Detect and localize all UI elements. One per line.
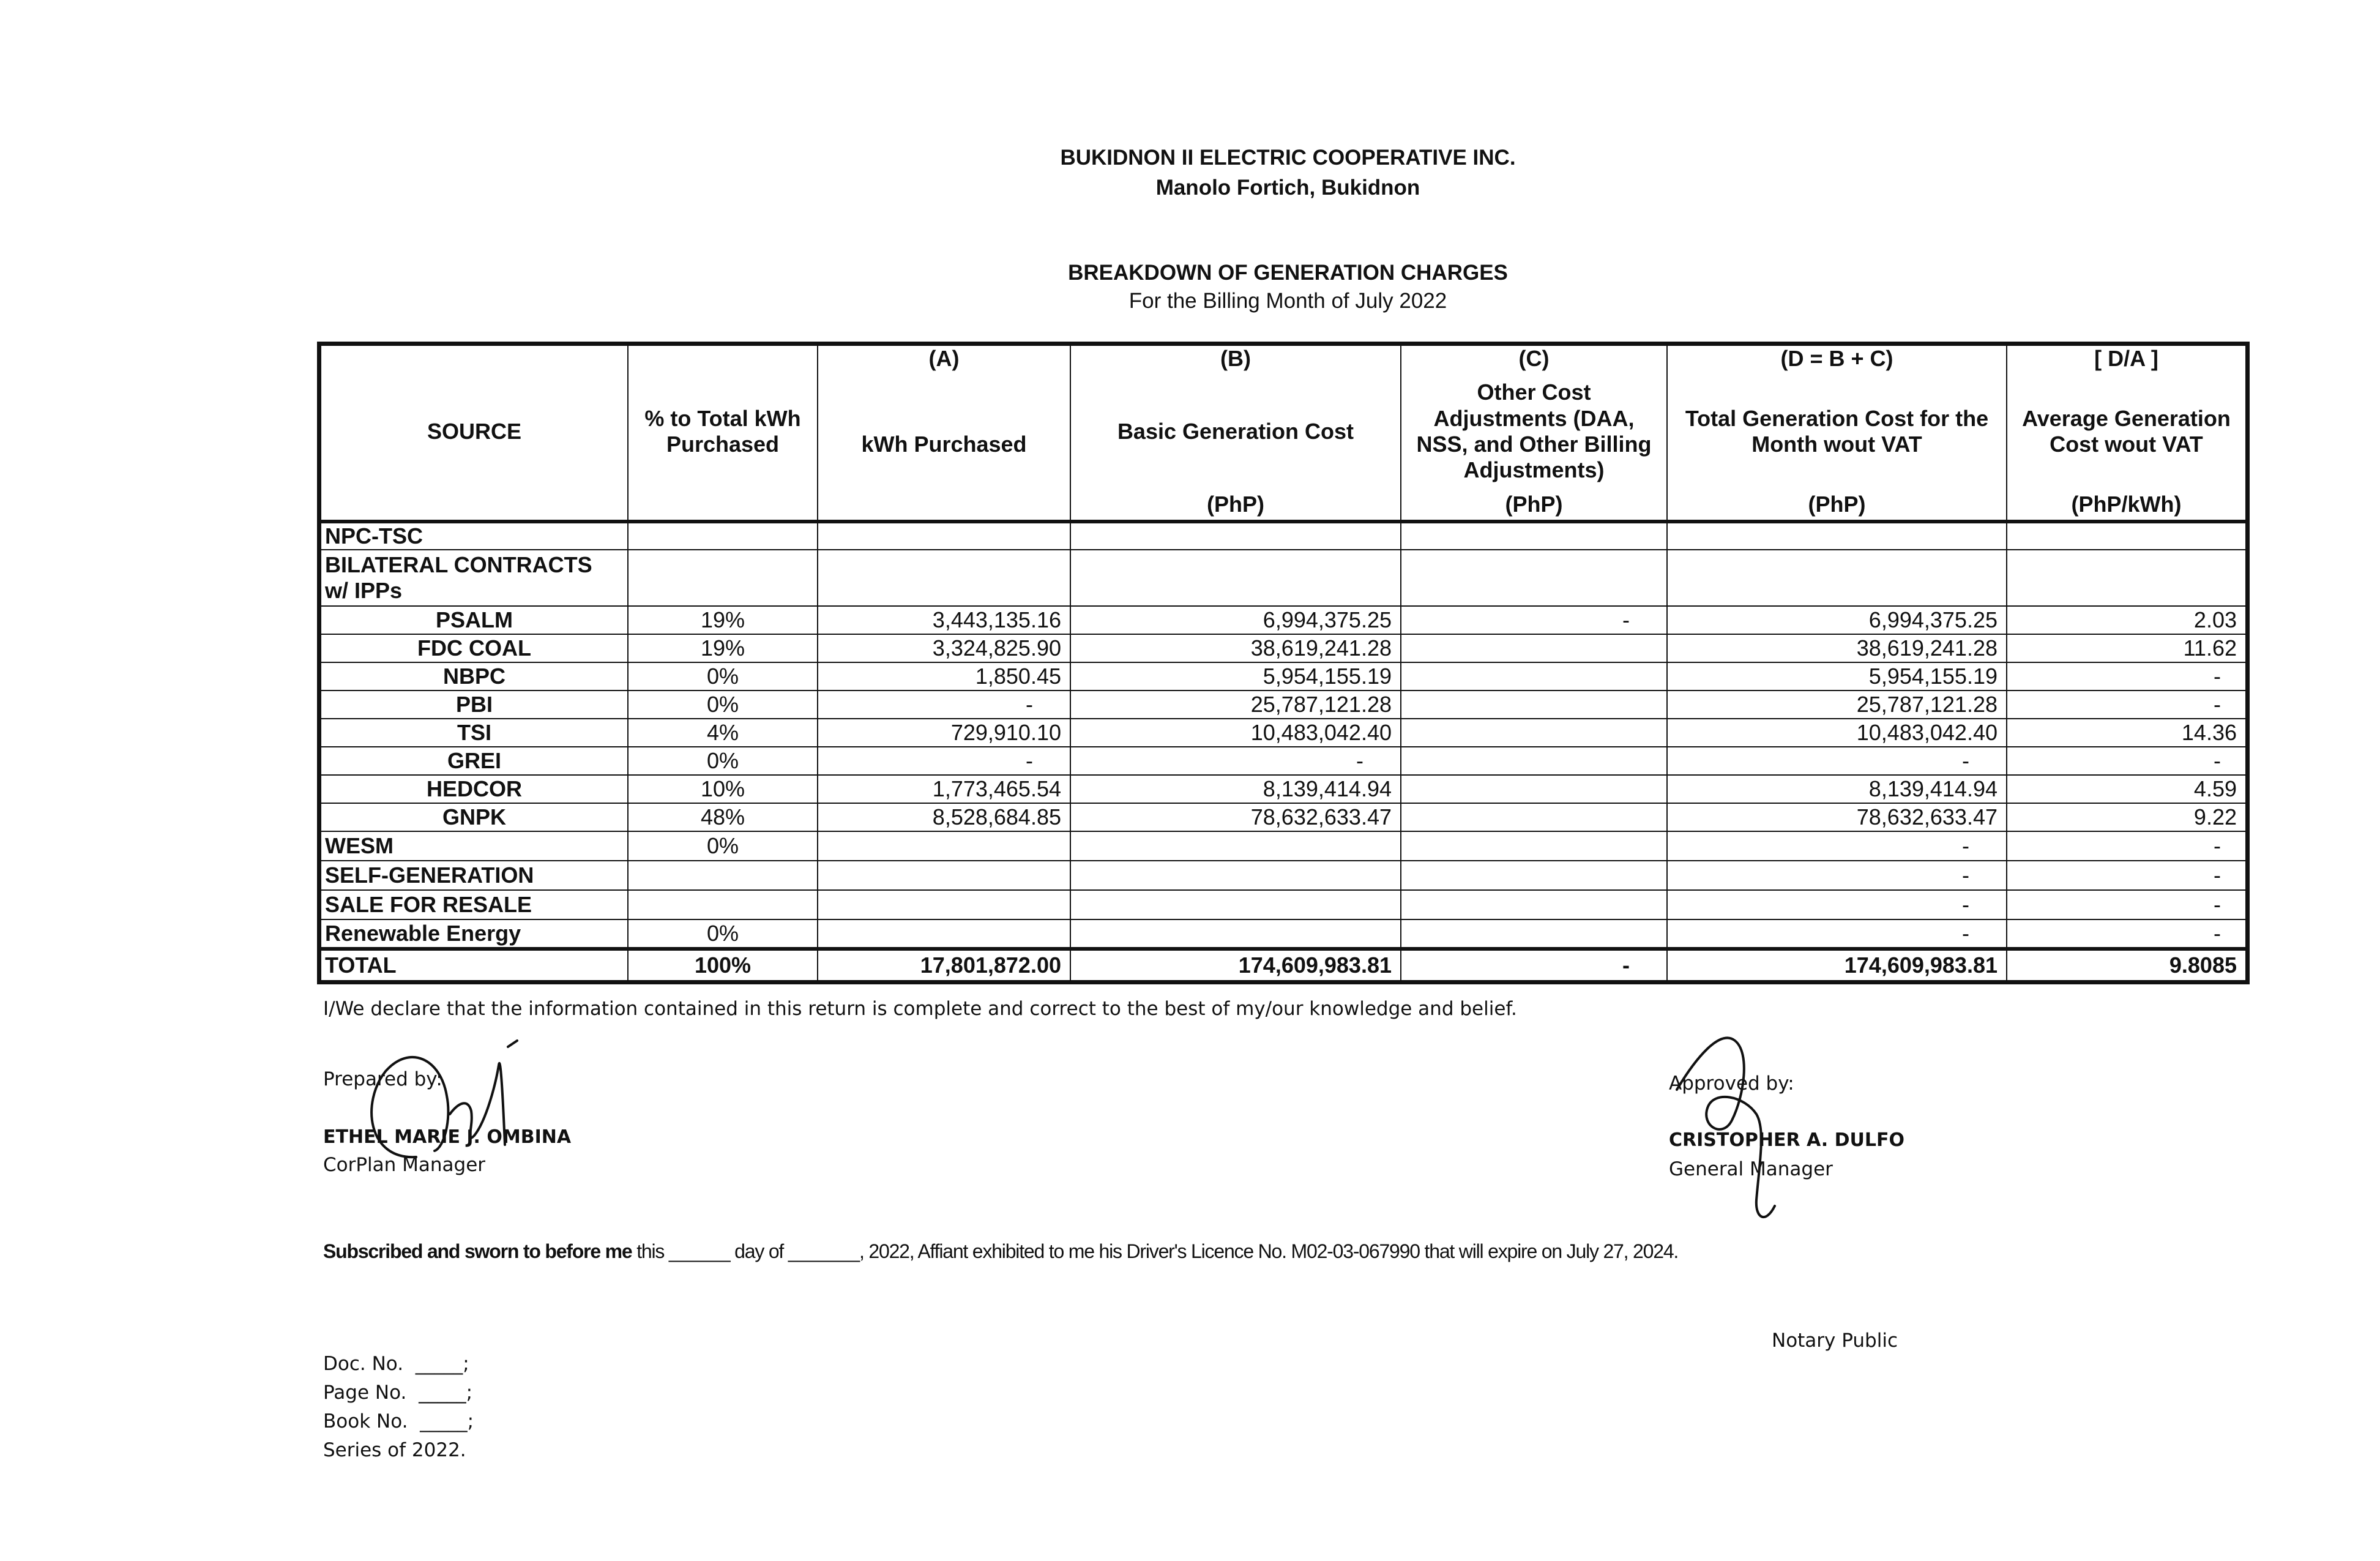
other-adj-cell [1401,634,1667,662]
avg-cost-cell: 2.03 [2007,606,2246,634]
basic-cost-cell: 174,609,983.81 [1070,949,1401,981]
avg-cost-cell: - [2007,691,2246,719]
total-cost-cell: 174,609,983.81 [1667,949,2007,981]
kwh-cell: - [818,691,1070,719]
page-no: Page No. _____; [323,1382,473,1404]
doc-no: Doc. No. _____; [323,1353,469,1375]
approver-signature [1652,1022,1811,1230]
basic-cost-cell: 8,139,414.94 [1070,775,1401,803]
notary-public-label: Notary Public [1772,1330,1898,1352]
table-total-row [321,949,2246,981]
total-cost-cell: - [1667,831,2007,861]
basic-cost-cell: - [1070,747,1401,775]
source-name: GREI [321,747,628,775]
total-cost-cell: - [1667,861,2007,890]
table-row [321,691,2246,719]
total-cost-cell: - [1667,919,2007,949]
approver-position: General Manager [1669,1158,1833,1180]
table-row [321,919,2246,949]
col-total-header: (D = B + C) Total Generation Cost for the Month wout VAT (PhP) [1667,345,2007,522]
category-label: Renewable Energy [321,919,628,949]
avg-cost-cell: - [2007,662,2246,691]
table-row [321,890,2246,919]
book-no: Book No. _____; [323,1410,474,1432]
table-row [321,634,2246,662]
basic-cost-cell: 5,954,155.19 [1070,662,1401,691]
kwh-cell: 729,910.10 [818,719,1070,747]
avg-cost-cell: - [2007,919,2246,949]
pct-cell: 0% [628,831,818,861]
basic-cost-cell: 6,994,375.25 [1070,606,1401,634]
other-adj-cell [1401,775,1667,803]
total-cost-cell: 6,994,375.25 [1667,606,2007,634]
category-label: WESM [321,831,628,861]
table-row [321,522,2246,550]
source-name: FDC COAL [321,634,628,662]
basic-cost-cell: 78,632,633.47 [1070,803,1401,831]
other-adj-cell [1401,747,1667,775]
pct-cell: 0% [628,691,818,719]
report-title: BREAKDOWN OF GENERATION CHARGES [1068,261,1508,285]
col-source-header: SOURCE [321,345,628,522]
table-row [321,606,2246,634]
pct-cell: 0% [628,919,818,949]
approved-by-label: Approved by: [1669,1072,1794,1095]
org-location: Manolo Fortich, Bukidnon [1155,176,1420,200]
col-kwh-header: (A) kWh Purchased [818,345,1070,522]
approver-name: CRISTOPHER A. DULFO [1669,1129,1904,1151]
source-name: NBPC [321,662,628,691]
other-adj-cell [1401,803,1667,831]
org-name: BUKIDNON II ELECTRIC COOPERATIVE INC. [1060,146,1516,170]
avg-cost-cell: 4.59 [2007,775,2246,803]
basic-cost-cell: 25,787,121.28 [1070,691,1401,719]
basic-cost-cell: 10,483,042.40 [1070,719,1401,747]
declaration-text: I/We declare that the information contained in this return is complete and correct to the best of my/our knowledge and belief. [323,998,1517,1020]
kwh-cell: 17,801,872.00 [818,949,1070,981]
oath-rest: this ______ day of _______, 2022, Affiant exhibited to me his Driver's Licence No. M02-03-067990 that will expire on July 27, 2024. [632,1240,1679,1262]
avg-cost-cell: - [2007,831,2246,861]
category-label: SALE FOR RESALE [321,890,628,919]
other-adj-cell [1401,719,1667,747]
total-cost-cell: 10,483,042.40 [1667,719,2007,747]
col-avg-header: [ D/A ] Average Generation Cost wout VAT (PhP/kWh) [2007,345,2246,522]
kwh-cell: 3,324,825.90 [818,634,1070,662]
basic-cost-cell: 38,619,241.28 [1070,634,1401,662]
other-adj-cell [1401,662,1667,691]
preparer-name: ETHEL MARIE J. OMBINA [323,1126,572,1148]
kwh-cell: 1,773,465.54 [818,775,1070,803]
total-cost-cell: 25,787,121.28 [1667,691,2007,719]
table-row [321,775,2246,803]
table-row [321,831,2246,861]
avg-cost-cell: 11.62 [2007,634,2246,662]
source-name: GNPK [321,803,628,831]
source-name: TSI [321,719,628,747]
kwh-cell: - [818,747,1070,775]
col-other-header: (C) Other Cost Adjustments (DAA, NSS, and Other Billing Adjustments) (PhP) [1401,345,1667,522]
series-year: Series of 2022. [323,1439,466,1461]
kwh-cell: 1,850.45 [818,662,1070,691]
col-basic-header: (B) Basic Generation Cost (PhP) [1070,345,1401,522]
avg-cost-cell: - [2007,861,2246,890]
kwh-cell: 3,443,135.16 [818,606,1070,634]
prepared-by-label: Prepared by: [323,1068,442,1090]
report-period: For the Billing Month of July 2022 [1128,289,1447,313]
category-label: SELF-GENERATION [321,861,628,890]
pct-cell: 4% [628,719,818,747]
table-row [321,747,2246,775]
avg-cost-cell: 9.22 [2007,803,2246,831]
avg-cost-cell: 14.36 [2007,719,2246,747]
total-cost-cell: 8,139,414.94 [1667,775,2007,803]
table-row [321,803,2246,831]
generation-charges-table [320,345,2247,981]
category-label: NPC-TSC [321,522,628,550]
table-row [321,550,2246,606]
total-cost-cell: 5,954,155.19 [1667,662,2007,691]
table-row [321,861,2246,890]
source-name: PBI [321,691,628,719]
table-row [321,662,2246,691]
avg-cost-cell: - [2007,890,2246,919]
total-cost-cell: 38,619,241.28 [1667,634,2007,662]
pct-cell: 0% [628,747,818,775]
oath-lead: Subscribed and sworn to before me [323,1240,632,1262]
source-name: HEDCOR [321,775,628,803]
other-adj-cell [1401,691,1667,719]
category-label: TOTAL [321,949,628,981]
avg-cost-cell: - [2007,747,2246,775]
other-adj-cell: - [1401,606,1667,634]
other-adj-cell: - [1401,949,1667,981]
pct-cell: 19% [628,606,818,634]
pct-cell: 0% [628,662,818,691]
pct-cell: 19% [628,634,818,662]
kwh-cell: 8,528,684.85 [818,803,1070,831]
pct-cell: 100% [628,949,818,981]
category-label: BILATERAL CONTRACTS w/ IPPs [321,550,628,606]
table-row [321,719,2246,747]
total-cost-cell: 78,632,633.47 [1667,803,2007,831]
total-cost-cell: - [1667,747,2007,775]
pct-cell: 10% [628,775,818,803]
preparer-signature [343,1028,563,1175]
pct-cell: 48% [628,803,818,831]
oath-statement [323,1240,1678,1263]
source-name: PSALM [321,606,628,634]
avg-cost-cell: 9.8085 [2007,949,2246,981]
preparer-position: CorPlan Manager [323,1154,486,1176]
total-cost-cell: - [1667,890,2007,919]
col-pct-header: % to Total kWh Purchased [628,345,818,522]
